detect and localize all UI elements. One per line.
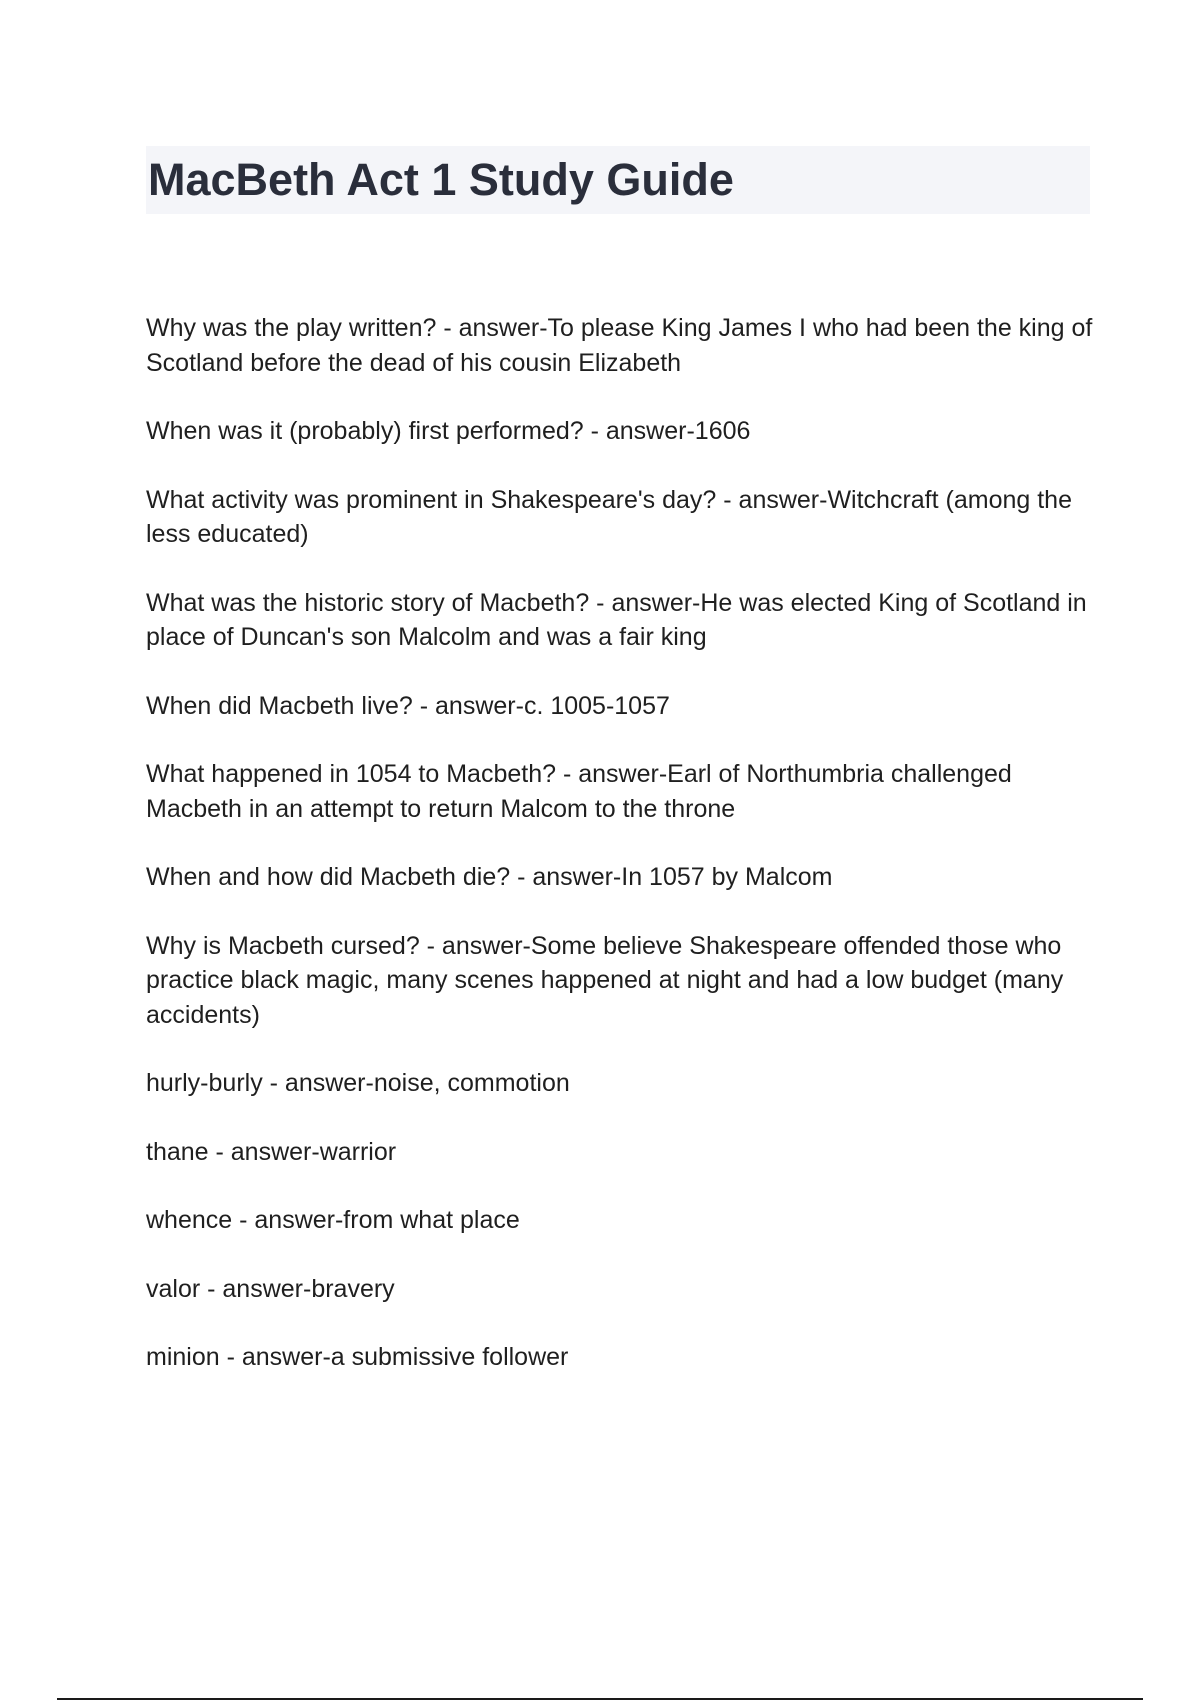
list-item: What happened in 1054 to Macbeth? - answer-Earl of Northumbria challenged Macbeth in an attempt to return Malcom to the throne: [146, 760, 1012, 823]
list-item: Why is Macbeth cursed? - answer-Some believe Shakespeare offended those who practice black magic, many scenes happened at night and had a low budget (many accidents): [146, 931, 1064, 1029]
list-item: hurly-burly - answer-noise, commotion: [146, 1069, 570, 1097]
list-item: minion - answer-a submissive follower: [146, 1343, 569, 1371]
list-item: Why was the play written? - answer-To please King James I who had been the king of Scotland before the dead of his cousin Elizabeth: [146, 314, 1093, 377]
list-item: whence - answer-from what place: [146, 1206, 520, 1234]
list-item: What was the historic story of Macbeth? - answer-He was elected King of Scotland in place of Duncan's son Malcolm and was a fair king: [146, 588, 1087, 651]
question-answer-list: [146, 311, 1096, 1409]
list-item: valor - answer-bravery: [146, 1274, 395, 1303]
title-banner: [146, 146, 1090, 214]
page-title: MacBeth Act 1 Study Guide: [148, 154, 734, 205]
list-item: When did Macbeth live? - answer-c. 1005-1057: [146, 691, 670, 720]
list-item: When and how did Macbeth die? - answer-In 1057 by Malcom: [146, 863, 833, 891]
list-item: What activity was prominent in Shakespeare's day? - answer-Witchcraft (among the less educated): [146, 485, 1072, 548]
list-item: thane - answer-warrior: [146, 1137, 397, 1166]
list-item: When was it (probably) first performed? - answer-1606: [146, 417, 751, 445]
